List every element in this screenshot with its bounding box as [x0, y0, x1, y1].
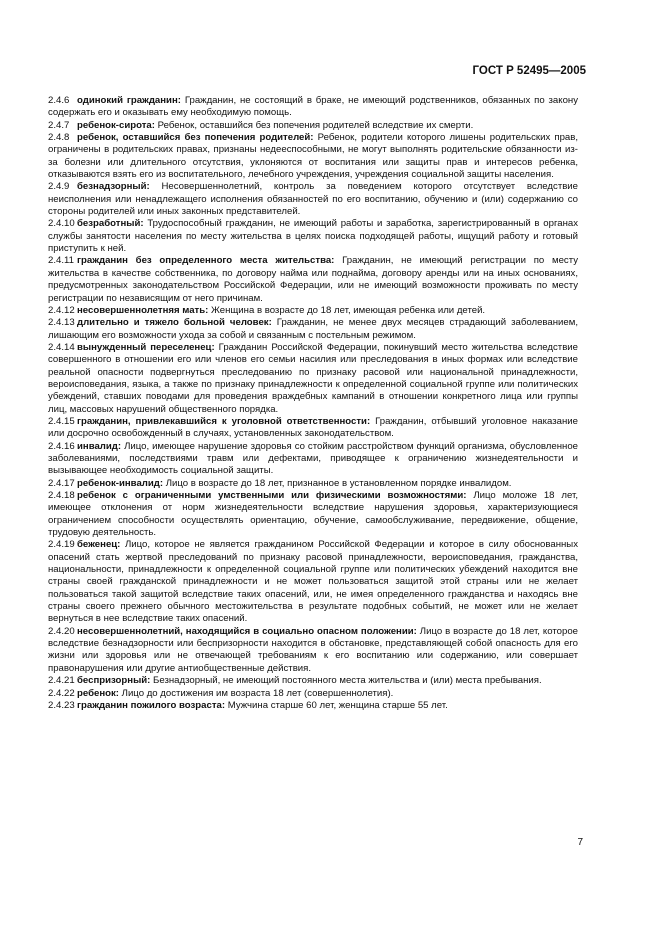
term: безнадзорный:: [77, 181, 150, 193]
term: одинокий гражданин:: [77, 95, 181, 106]
definition-text: Ребенок, оставшийся без попечения родителей вследствие их смерти.: [157, 119, 474, 131]
definition-entry: [48, 342, 578, 416]
clause-number: 2.4.13: [48, 317, 75, 329]
document-id: ГОСТ Р 52495—2005: [472, 65, 586, 77]
definition-entry: [48, 688, 578, 700]
clause-number: 2.4.21: [48, 675, 75, 687]
definition-text: Трудоспособный гражданин, не имеющий работы и заработка, зарегистрированный в органах службы занятости населения по месту жительства в целях поиска подходящей работы, ищущий работу и готовый приступить к ней.: [48, 218, 578, 255]
definition-text: Лицо, имеющее нарушение здоровья со стойким расстройством функций организма, обусловленное заболеваниями, последствиями травм или дефектами, приводящее к ограничению жизнедеятельности и вызывающее необходимость социальной защиты.: [48, 440, 578, 477]
definition-entry: [48, 490, 578, 539]
definition-text: Лицо в возрасте до 18 лет, признанное в установленном порядке инвалидом.: [165, 477, 512, 489]
definition-text: Лицо, которое не является гражданином Российской Федерации и которое в силу обоснованных опасений стать жертвой преследований по признаку расовой принадлежности, вероисповедания, гражданства, национальности, принадлежности к определенной социальной группе или политических убеждений находится вне страны своей гражданской принадлежности и не может пользоваться защитой этой страны или не желает пользоваться такой защитой вследствие таких опасений, или, не имея определенного гражданства и находясь вне страны своего прежнего обычного местожительства в результате подобных событий, не может или не желает вернуться в нее вследствие таких опасений.: [48, 539, 578, 625]
term: ребенок, оставшийся без попечения родителей:: [77, 132, 314, 144]
definition-entry: [48, 416, 578, 441]
definition-text: Гражданин, не менее двух месяцев страдающий заболеванием, лишающим его возможности ухода за собой и связанным с постельным режимом.: [48, 317, 578, 341]
definition-entry: [48, 132, 578, 181]
term: ребенок с ограниченными умственными или физическими возможностями:: [77, 490, 467, 501]
clause-number: 2.4.15: [48, 415, 75, 427]
term: гражданин пожилого возраста:: [77, 699, 226, 711]
clause-number: 2.4.12: [48, 304, 75, 316]
clause-number: 2.4.20: [48, 625, 75, 637]
term: несовершеннолетняя мать:: [77, 304, 209, 316]
term: ребенок-сирота:: [77, 119, 155, 131]
clause-number: 2.4.23: [48, 699, 75, 711]
definition-entry: [48, 120, 578, 132]
definition-text: Гражданин, отбывший уголовное наказание или досрочно освобожденный в случаях, установленных законодательством.: [48, 415, 578, 440]
term: гражданин без определенного места жительства:: [77, 255, 335, 267]
term: ребенок:: [77, 687, 119, 699]
definition-entry: [48, 305, 578, 317]
definition-text: Лицо моложе 18 лет, имеющее отклонения от норм жизнедеятельности вследствие нарушения здоровья, характеризующиеся ограничением способности осуществлять ориентацию, обучение, самообслуживание, передвижение, общение, трудовую деятельность.: [48, 490, 578, 539]
clause-number: 2.4.16: [48, 440, 75, 452]
clause-number: 2.4.19: [48, 539, 75, 551]
clause-number: 2.4.18: [48, 490, 75, 501]
clause-number: 2.4.9: [48, 181, 70, 193]
clause-number: 2.4.8: [48, 132, 70, 144]
definition-text: Несовершеннолетний, контроль за поведением которого отсутствует вследствие неисполнения или ненадлежащего исполнения обязанностей по его воспитанию, обучению и (или) содержанию со стороны родителей или иных законных представителей.: [48, 181, 579, 218]
definition-text: Безнадзорный, не имеющий постоянного места жительства и (или) места пребывания.: [153, 675, 542, 687]
definition-entry: [48, 317, 578, 342]
definition-text: Лицо в возрасте до 18 лет, которое вследствие безнадзорности или беспризорности находится в обстановке, представляющей собой опасность для его жизни или здоровья или не отвечающей требованиям к его воспитанию или содержанию, или совершает правонарушения или другие антиобщественные действия.: [48, 625, 578, 674]
clause-number: 2.4.22: [48, 687, 75, 699]
definition-entry: [48, 539, 578, 625]
definition-entry: [48, 95, 578, 120]
clause-number: 2.4.10: [48, 218, 75, 230]
term: безработный:: [77, 218, 144, 230]
clause-number: 2.4.17: [48, 477, 75, 489]
definition-entry: [48, 478, 578, 490]
definition-text: Гражданин, не имеющий регистрации по месту жительства в качестве собственника, по договору найма или поднайма, договору аренды или на иных основаниях, предусмотренных законодательством Российской Федерации, или не имеющий возможности проживать по месту регистрации по независящим от него причинам.: [48, 255, 578, 304]
definition-text: Лицо до достижения им возраста 18 лет (совершеннолетия).: [121, 687, 394, 699]
term: вынужденный переселенец:: [77, 341, 215, 353]
term: гражданин, привлекавшийся к уголовной ответственности:: [77, 415, 371, 427]
definition-text: Гражданин Российской Федерации, покинувший место жительства вследствие совершенного в отношении его или членов его семьи насилия или преследования в иных формах или вследствие реальной опасности подвергнуться преследованию по признаку расовой или национальной принадлежности, вероисповедания, языка, а также по признаку принадлежности к определенной социальной группе или политических убеждений, ставших поводами для проведения враждебных кампаний в отношении конкретного лица или группы лиц, массовых нарушений общественного порядка.: [48, 341, 578, 415]
definition-entry: [48, 218, 578, 255]
page-number: 7: [577, 837, 583, 848]
definition-entry: [48, 255, 578, 304]
clause-number: 2.4.6: [48, 95, 70, 106]
definition-text: Ребенок, родители которого лишены родительских прав, ограничены в родительских правах, признаны недееспособными, не могут выполнять родительские обязанности из-за болезни или длительного отсутствия, уклоняются от воспитания или защиты прав и интересов ребенка, отказываются взять его из воспитательного, лечебного учреждения, учреждения социальной защиты населения.: [48, 132, 578, 181]
term: инвалид:: [77, 440, 122, 452]
definition-entry: [48, 675, 578, 687]
clause-number: 2.4.7: [48, 119, 70, 131]
definition-entry: [48, 700, 578, 712]
definition-text: Женщина в возрасте до 18 лет, имеющая ребенка или детей.: [211, 304, 486, 316]
definition-entry: [48, 441, 578, 478]
definition-entry: [48, 181, 578, 218]
definition-text: Мужчина старше 60 лет, женщина старше 55 лет.: [227, 699, 448, 711]
definition-text: Гражданин, не состоящий в браке, не имеющий родственников, обязанных по закону содержать его и оказывать ему необходимую помощь.: [48, 95, 578, 119]
clause-number: 2.4.11: [48, 255, 74, 267]
term: длительно и тяжело больной человек:: [77, 317, 272, 329]
term: беженец:: [77, 539, 121, 551]
definition-entry: [48, 626, 578, 675]
term: беспризорный:: [77, 675, 151, 687]
definitions-list: [48, 95, 578, 712]
term: несовершеннолетний, находящийся в социально опасном положении:: [77, 625, 417, 637]
term: ребенок-инвалид:: [77, 477, 164, 489]
clause-number: 2.4.14: [48, 341, 75, 353]
